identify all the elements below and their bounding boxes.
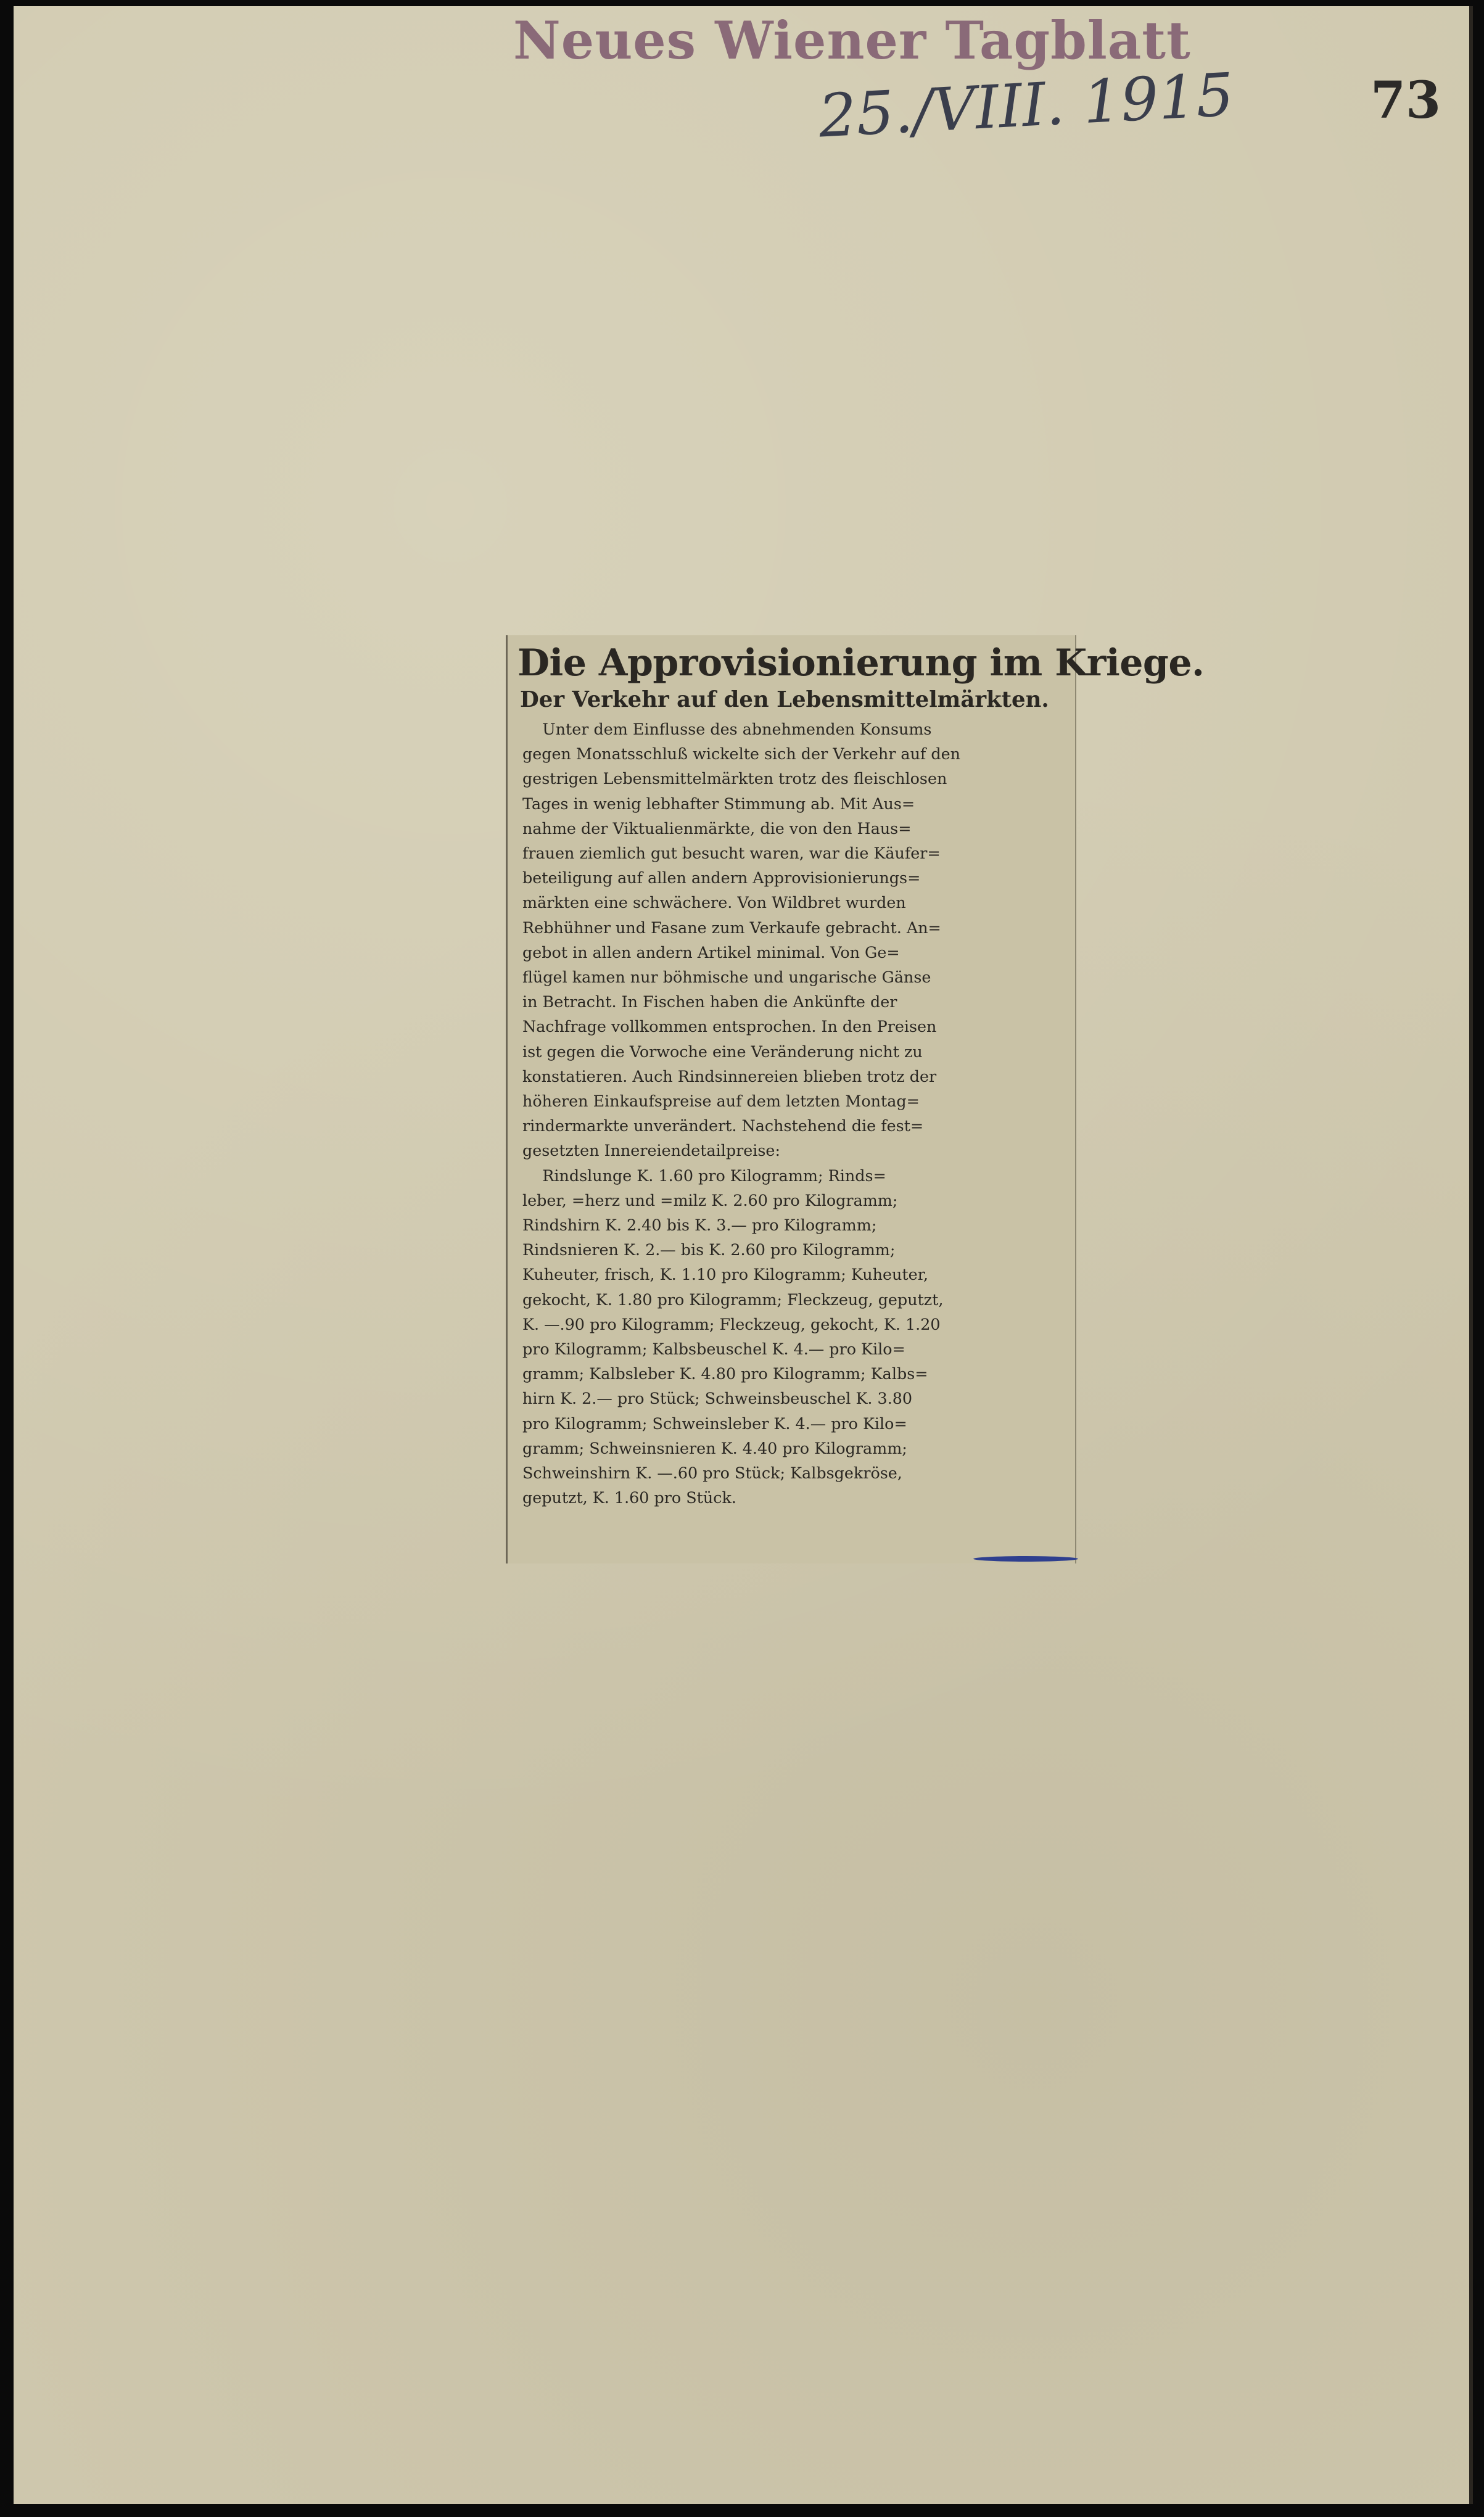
article-headline: Die Approvisionierung im Kriege. (517, 641, 1205, 685)
newspaper-name-stamp: Neues Wiener Tagblatt (513, 10, 1191, 71)
newspaper-clipping (506, 635, 1205, 1563)
blue-pencil-underline (973, 1556, 1078, 1562)
page-number: 73 (1371, 71, 1441, 130)
article-paragraph-price-list: Rindslunge K. 1.60 pro Kilogramm; Rinds= leber, =herz und =milz K. 2.60 pro Kilogramm; Rindshirn K. 2.40 bis K. 3.— pro Kilogramm; Rindsnieren K. 2.— bis K. 2.60 pro Kilogramm; Kuheuter, frisch, K. 1.10 pro Kilogramm; Kuheuter, gekocht, K. 1.80 pro Kilogramm; Fleckzeug, geputzt, K. —.90 pro Kilogramm; Fleckzeug, gekocht, K. 1.20 pro Kilogramm; Kalbsbeuschel K. 4.— pro Kilo= gramm; Kalbsleber K. 4.80 pro Kilogramm; Kalbs= hirn K. 2.— pro Stück; Schweinsbeuschel K. 3.80 pro Kilogramm; Schweinsleber K. 4.— pro Kilo= gramm; Schweinsnieren K. 4.40 pro Kilogramm; Schweinshirn K. —.60 pro Stück; Kalbsgekröse, geputzt, K. 1.60 pro Stück. (522, 1166, 944, 1507)
article-subheadline: Der Verkehr auf den Lebensmittelmärkten. (520, 687, 1049, 712)
article-paragraph-market-report: Unter dem Einflusse des abnehmenden Konsums gegen Monatsschluß wickelte sich der Verkehr auf den gestrigen Lebensmittelmärkten trotz des fleischlosen Tages in wenig lebhafter Stimmung ab. Mit Aus= nahme der Viktualienmärkte, die von den Haus= frauen ziemlich gut besucht waren, war die Käufer= beteiligung auf allen andern Approvisionierungs= märkten eine schwächere. Von Wildbret wurden Rebhühner und Fasane zum Verkaufe gebracht. An= gebot in allen andern Artikel minimal. Von Ge= flügel kamen nur böhmische und ungarische Gänse in Betracht. In Fischen haben die Ankünfte der Nachfrage vollkommen entsprochen. In den Preisen ist gegen die Vorwoche eine Veränderung nicht zu konstatieren. Auch Rindsinnereien blieben trotz der höheren Einkaufspreise auf dem letzten Montag= rindermarkte unverändert. Nachstehend die fest= gesetzten Innereiendetailpreise: (522, 720, 961, 1160)
handwritten-date: 25./VIII. 1915 (817, 60, 1235, 151)
